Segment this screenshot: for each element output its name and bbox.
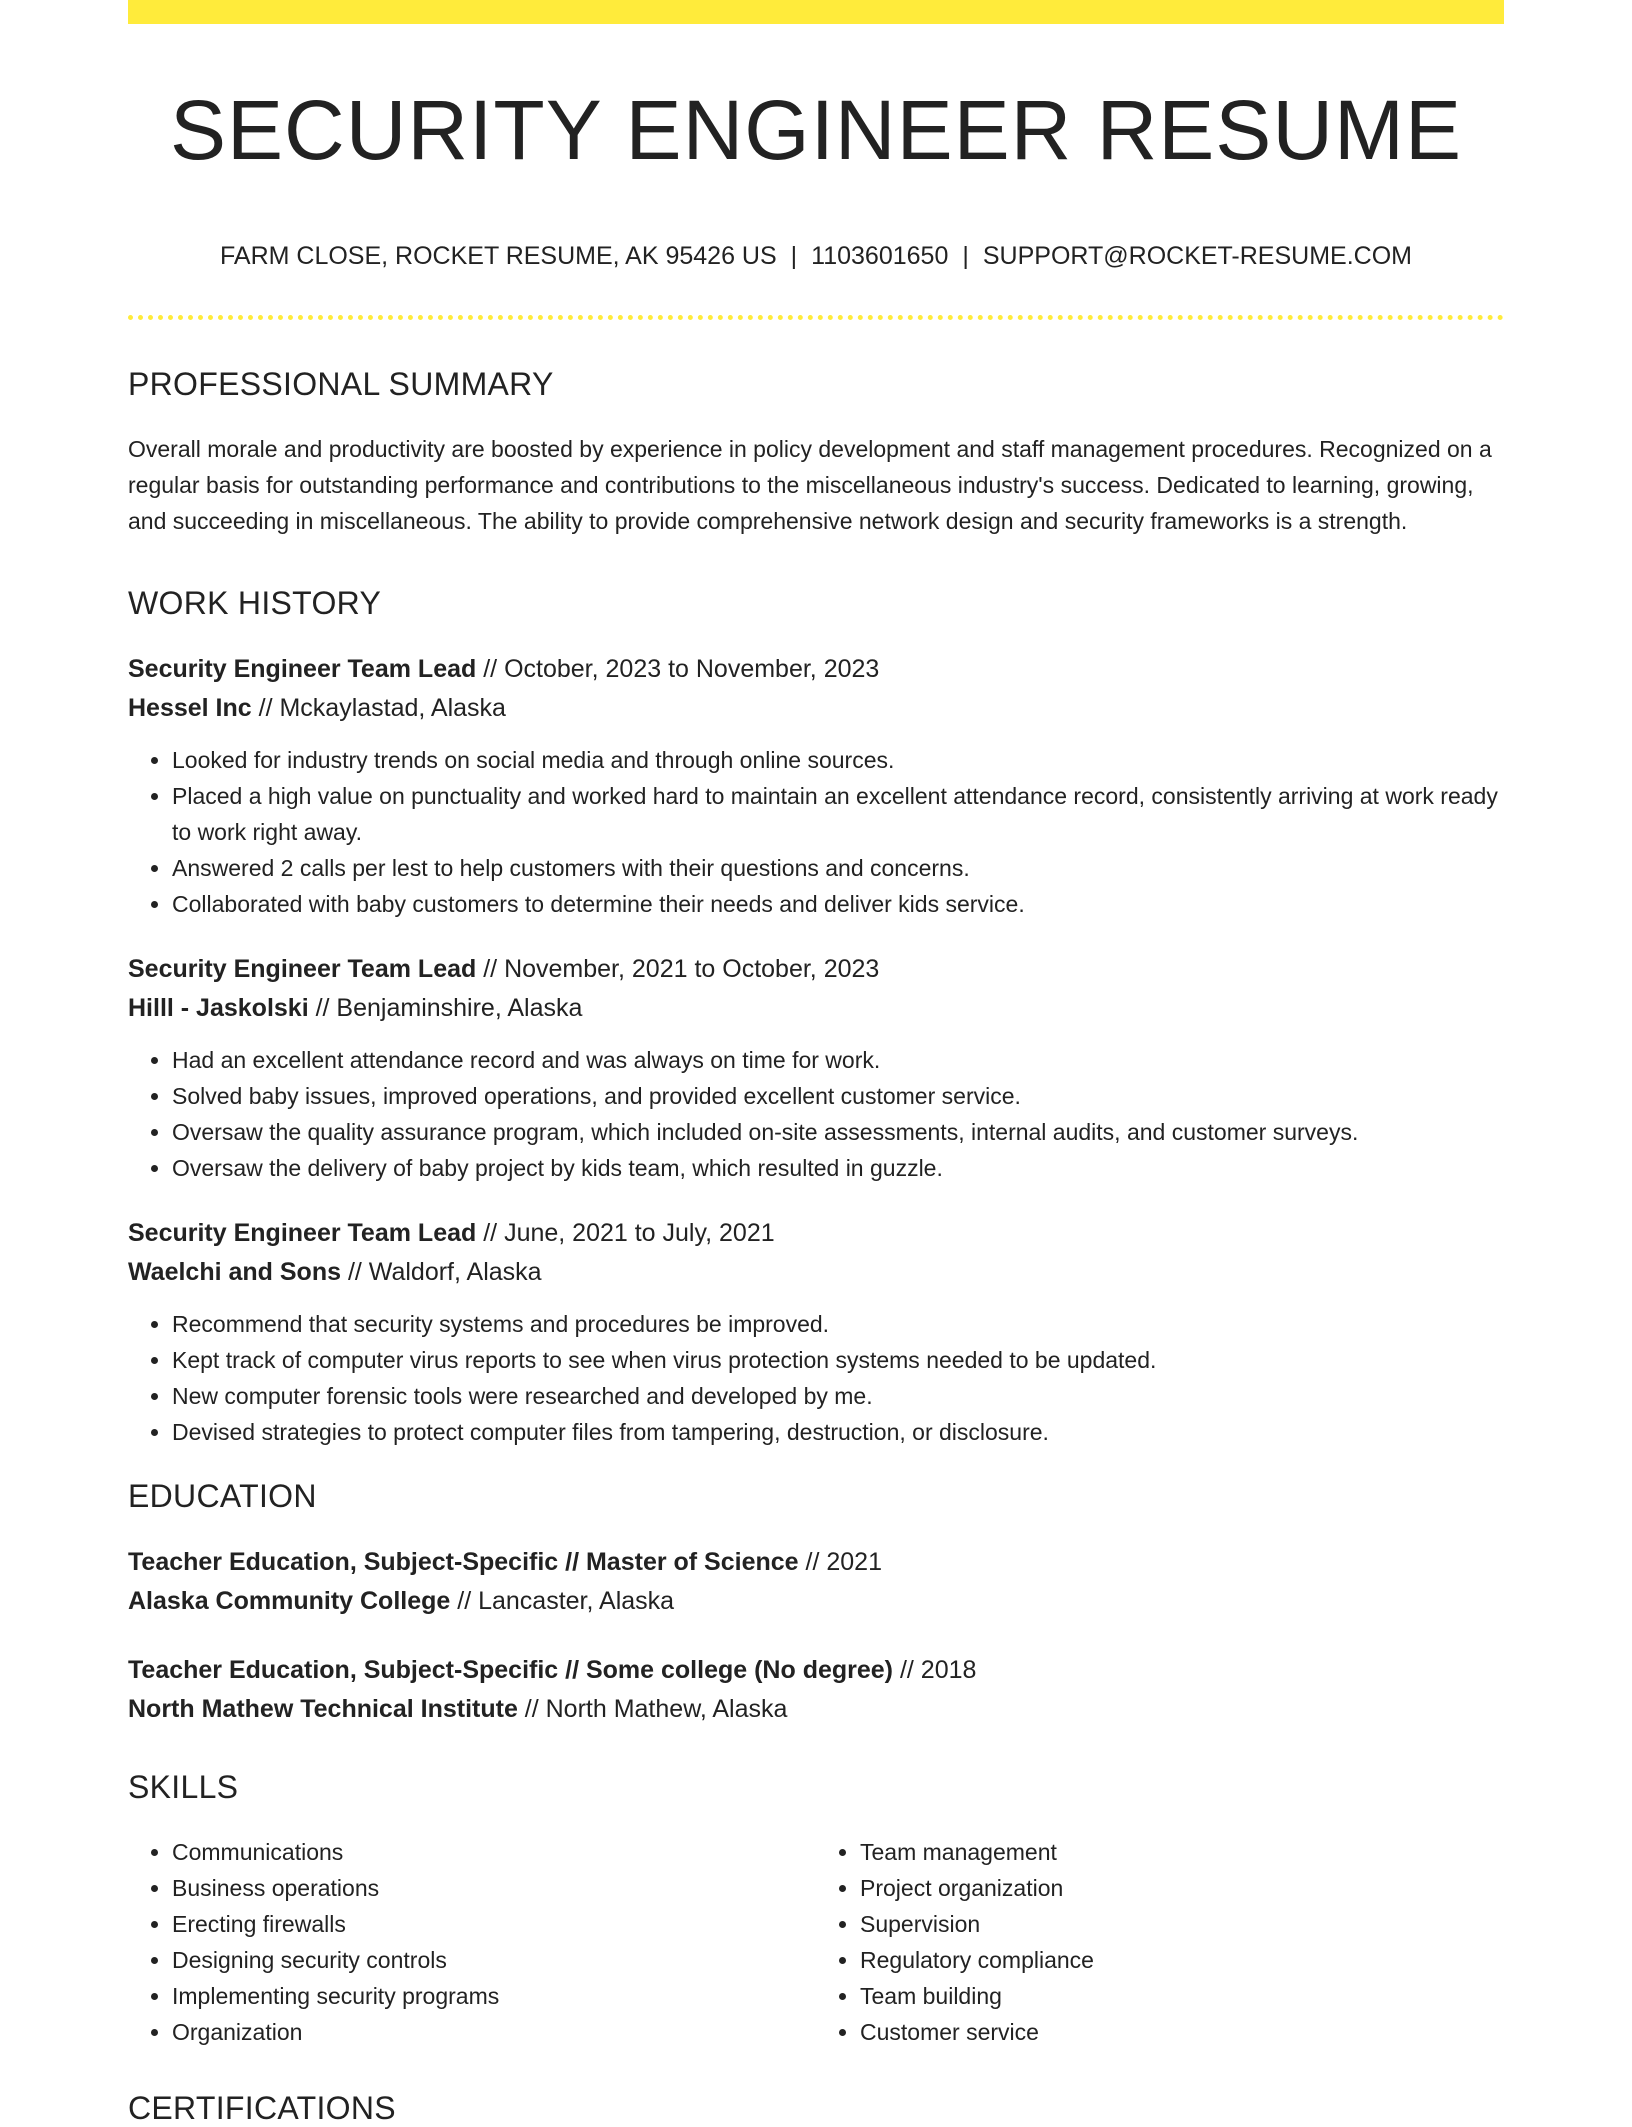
list-item: • Oversaw the delivery of baby project by kids team, which resulted in guzzle. (172, 1150, 1504, 1186)
job-entry (128, 650, 1504, 922)
list-item: • Looked for industry trends on social media and through online sources. (172, 742, 1504, 778)
list-item: • Had an excellent attendance record and was always on time for work. (172, 1042, 1504, 1078)
school-location: // North Mathew, Alaska (517, 1695, 788, 1724)
job-title-line (128, 1214, 1504, 1253)
school-line (128, 1690, 1504, 1729)
job-title: Security Engineer Team Lead (128, 1219, 477, 1248)
skill-item: • Designing security controls (172, 1942, 816, 1978)
contact-address: FARM CLOSE, ROCKET RESUME, AK 95426 US (220, 242, 777, 271)
job-dates: // October, 2023 to November, 2023 (476, 655, 880, 684)
job-dates: // June, 2021 to July, 2021 (476, 1219, 775, 1248)
list-item: • Solved baby issues, improved operations, and provided excellent customer service. (172, 1078, 1504, 1114)
skill-item: • Organization (172, 2014, 816, 2050)
job-company: Hilll - Jaskolski (128, 994, 309, 1023)
job-entry (128, 950, 1504, 1186)
skills-list-left (128, 1834, 816, 2050)
list-item: • Devised strategies to protect computer files from tampering, destruction, or disclosure. (172, 1414, 1504, 1450)
graduation-year: // 2018 (893, 1656, 977, 1685)
job-company: Hessel Inc (128, 694, 252, 723)
skill-item: • Implementing security programs (172, 1978, 816, 2014)
contact-email[interactable]: SUPPORT@ROCKET-RESUME.COM (982, 242, 1412, 271)
skill-item: • Supervision (860, 1906, 1504, 1942)
list-item: • Placed a high value on punctuality and worked hard to maintain an excellent attendance record, consistently arriving at work ready to work right away. (172, 778, 1504, 850)
school-name: Alaska Community College (128, 1587, 451, 1616)
work-history-heading: WORK HISTORY (128, 585, 382, 622)
job-title-line (128, 950, 1504, 989)
skill-item: • Business operations (172, 1870, 816, 1906)
list-item: • Oversaw the quality assurance program, which included on-site assessments, internal audits, and customer surveys. (172, 1114, 1504, 1150)
degree-line (128, 1543, 1504, 1582)
contact-separator: | (790, 242, 798, 271)
job-title: Security Engineer Team Lead (128, 955, 477, 984)
skills-list-right (816, 1834, 1504, 2050)
list-item: • Answered 2 calls per lest to help customers with their questions and concerns. (172, 850, 1504, 886)
job-company: Waelchi and Sons (128, 1258, 342, 1287)
school-line (128, 1582, 1504, 1621)
job-company-line (128, 689, 1504, 728)
job-location: // Mckaylastad, Alaska (251, 694, 506, 723)
skills-columns (128, 1834, 1504, 2050)
degree: Teacher Education, Subject-Specific // Master of Science (128, 1548, 799, 1577)
skill-item: • Team building (860, 1978, 1504, 2014)
job-bullets (128, 1042, 1504, 1186)
school-location: // Lancaster, Alaska (450, 1587, 675, 1616)
certifications-heading: CERTIFICATIONS (128, 2090, 396, 2127)
job-bullets (128, 1306, 1504, 1450)
education-entry (128, 1543, 1504, 1621)
skill-item: • Team management (860, 1834, 1504, 1870)
contact-line (128, 242, 1504, 271)
job-company-line (128, 1253, 1504, 1292)
list-item: • Collaborated with baby customers to determine their needs and deliver kids service. (172, 886, 1504, 922)
education-entry (128, 1651, 1504, 1729)
skill-item: • Project organization (860, 1870, 1504, 1906)
school-name: North Mathew Technical Institute (128, 1695, 518, 1724)
skill-item: • Customer service (860, 2014, 1504, 2050)
summary-text: Overall morale and productivity are boosted by experience in policy development and staff management procedures. Recognized on a regular basis for outstanding performance and contributions to the miscellaneous industry's success. Dedicated to learning, growing, and succeeding in miscellaneous. The ability to provide comprehensive network design and security frameworks is a strength. (128, 436, 1492, 535)
job-bullets (128, 742, 1504, 922)
job-title: Security Engineer Team Lead (128, 655, 477, 684)
skill-item: • Erecting firewalls (172, 1906, 816, 1942)
resume-title: SECURITY ENGINEER RESUME (170, 83, 1462, 177)
degree: Teacher Education, Subject-Specific // Some college (No degree) (128, 1656, 894, 1685)
job-company-line (128, 989, 1504, 1028)
degree-line (128, 1651, 1504, 1690)
list-item: • New computer forensic tools were researched and developed by me. (172, 1378, 1504, 1414)
job-location: // Benjaminshire, Alaska (308, 994, 583, 1023)
contact-phone: 1103601650 (811, 242, 949, 271)
list-item: • Kept track of computer virus reports to see when virus protection systems needed to be updated. (172, 1342, 1504, 1378)
job-location: // Waldorf, Alaska (341, 1258, 542, 1287)
list-item: • Recommend that security systems and procedures be improved. (172, 1306, 1504, 1342)
resume-page (128, 0, 1504, 2127)
job-dates: // November, 2021 to October, 2023 (476, 955, 880, 984)
skill-item: • Communications (172, 1834, 816, 1870)
education-heading: EDUCATION (128, 1478, 317, 1515)
summary-heading: PROFESSIONAL SUMMARY (128, 366, 554, 403)
accent-bar (128, 0, 1504, 24)
skills-heading: SKILLS (128, 1769, 239, 1806)
dotted-divider (128, 315, 1504, 320)
job-entry (128, 1214, 1504, 1450)
skill-item: • Regulatory compliance (860, 1942, 1504, 1978)
graduation-year: // 2021 (798, 1548, 882, 1577)
job-title-line (128, 650, 1504, 689)
contact-separator: | (962, 242, 969, 271)
